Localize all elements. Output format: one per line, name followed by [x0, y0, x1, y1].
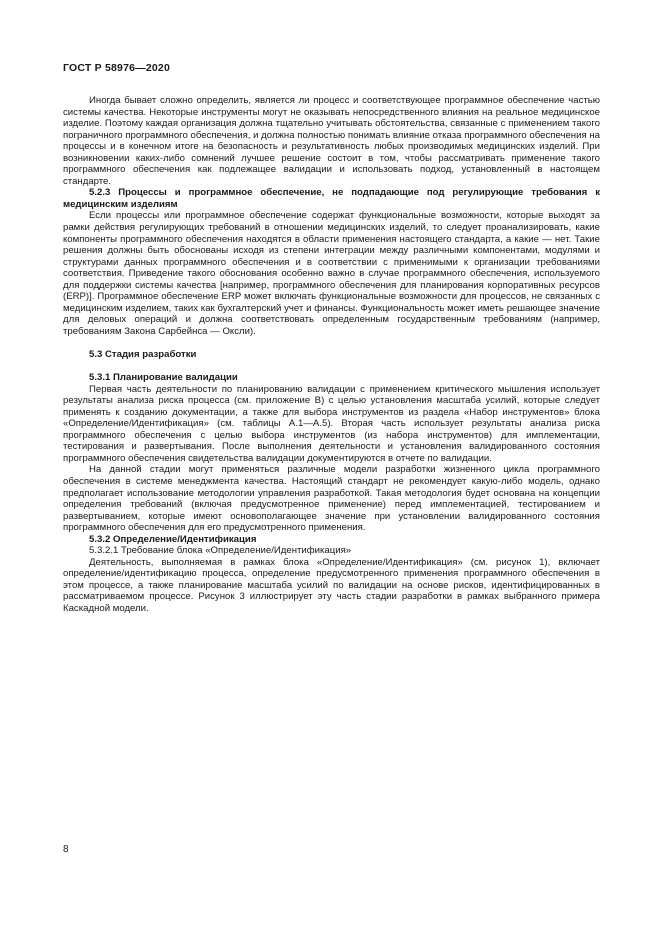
subsection-heading-5-3-2-1: 5.3.2.1 Требование блока «Определение/Идентификация» [89, 545, 352, 557]
section-heading-5-3: 5.3 Стадия разработки [89, 348, 197, 360]
document-body [63, 95, 600, 615]
paragraph-5-3-1-a: Первая часть деятельности по планированию валидации с применением критического мышления использует результаты анализа риска процесса (см. приложение В) с целью установления масштаба усилий, которые следует применять к созданию документации, а также для выбора инструментов из раздела «Набор инструментов» блока «Определение/Идентификация» (см. таблицы А.1—А.5). Вторая часть использует результаты анализа риска программного обеспечения с целью выбора инструментов (из набора инструментов) для имплементации, тестирования и развертывания. После выполнения деятельности и установления валидированного состояния программного обеспечения свидетельства валидации документируются в отчете по валидации. [63, 383, 600, 464]
paragraph-5-3-2-1: Деятельность, выполняемая в рамках блока «Определение/Идентификация» (см. рисунок 1), включает определение/идентификацию процесса, определение предусмотренного применения программного обеспечения в этом процессе, а также планирование масштаба усилий по валидации на основе рисков, идентифицированных в рассматриваемом процессе. Рисунок 3 иллюстрирует эту часть стадии разработки в рамках выбранного примера Каскадной модели. [63, 556, 600, 614]
paragraph-5-2-3: Если процессы или программное обеспечение содержат функциональные возможности, которые выходят за рамки действия регулирующих требований в отношении медицинских изделий, то следует проанализировать, какие компоненты программного обеспечения находятся в области применения настоящего стандарта, а какие — нет. Такие решения должны быть обоснованы исходя из степени интеграции между различными компонентами, модулями и структурами данных программного обеспечения и в соответствии с применимыми к организации требованиями соответствия. Приведение такого обоснования особенно важно в случае программного обеспечения, используемого для поддержки системы качества [например, программного обеспечения для планирования корпоративных ресурсов (ERP)]. Программное обеспечение ERP может включать функциональные возможности для процессов, не связанных с медицинским изделием, таких как бухгалтерский учет и финансы. Функциональность может иметь решающее значение для деловых операций и должна соответствовать определенным государственным требованиям (например, требованиям Закона Сарбейнса — Оксли). [63, 210, 600, 337]
spacer [63, 361, 600, 373]
page-number: 8 [63, 844, 69, 855]
section-heading-5-3-1: 5.3.1 Планирование валидации [89, 372, 238, 384]
paragraph-intro: Иногда бывает сложно определить, является ли процесс и соответствующее программное обеспечение частью системы качества. Некоторые инструменты могут не оказывать непосредственного влияния на реальное медицинское изделие. Поэтому каждая организация должна тщательно учитывать обстоятельства, связанные с применением такого пограничного программного обеспечения, и должна полностью понимать влияние отказа программного обеспечения на процессы и в конечном итоге на безопасность и результативность любых производимых медицинских изделий. При возникновении каких-либо сомнений лучшее решение состоит в том, чтобы рассматривать применение такого программного обеспечения как подлежащее валидации и использовать подход, установленный в настоящем стандарте. [63, 95, 600, 187]
section-heading-5-3-2: 5.3.2 Определение/Идентификация [89, 533, 257, 545]
spacer [63, 337, 600, 349]
section-heading-5-2-3: 5.2.3 Процессы и программное обеспечение, не подпадающие под регулирующие требования к медицинским изделиям [63, 187, 600, 210]
document-header: ГОСТ Р 58976—2020 [63, 62, 171, 74]
paragraph-5-3-1-b: На данной стадии могут применяться различные модели разработки жизненного цикла программного обеспечения в системе менеджмента качества. Настоящий стандарт не рекомендует какую-либо модель, однако предполагает использование методологии управления разработкой. Такая методология будет основана на концепции определения требований (включая предусмотренное применение) перед имплементацией, тестированием и развертыванием, которые имеют основополагающее значение при установлении валидированного состояния программного обеспечения для его предусмотренного применения. [63, 464, 600, 534]
